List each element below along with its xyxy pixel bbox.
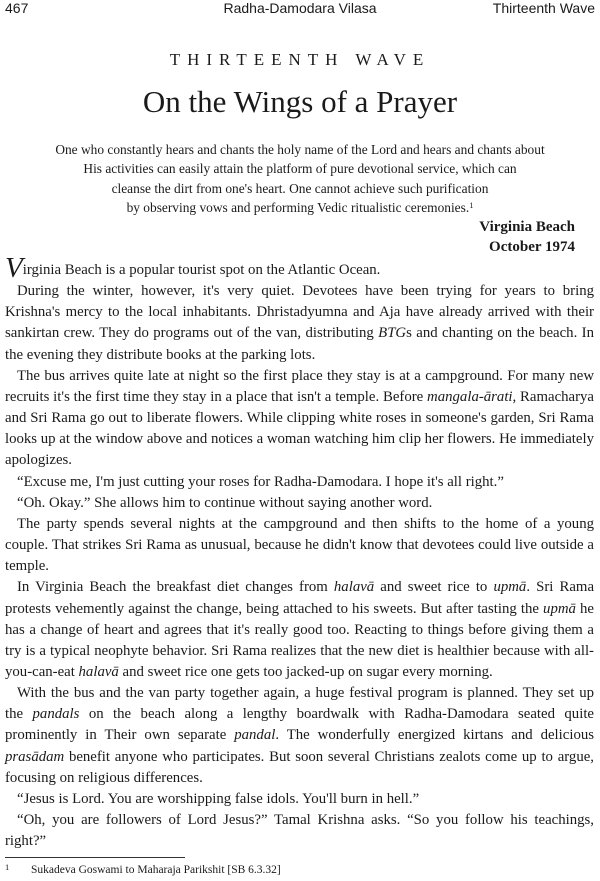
paragraph: Virginia Beach is a popular tourist spot on the Atlantic Ocean. (5, 252, 381, 284)
body-text (5, 251, 594, 852)
running-head (0, 0, 600, 22)
paragraph: With the bus and the van party together again, a huge festival program is planned. They set up the pandals on the beach along a lengthy boardwalk with Radha-Damodara seated quite prominently in Their own separate pandal. The wonderfully energized kirtans and delicious prasādam benefit anyone who participates. But soon several Christians zealots come up to argue, focusing on religious differences. (5, 685, 594, 786)
chapter-title: On the Wings of a Prayer (142, 84, 458, 119)
epigraph-line: cleanse the dirt from one's heart. One cannot achieve such purification (111, 180, 489, 196)
paragraph: “Excuse me, I'm just cutting your roses for Radha-Damodara. I hope it's all right.” (17, 473, 504, 490)
epigraph (20, 140, 580, 218)
dateline-date: October 1974 (489, 239, 575, 255)
epigraph-line (20, 198, 580, 217)
paragraph: “Oh, you are followers of Lord Jesus?” Tamal Krishna asks. “So you follow his teachings, right?” (5, 812, 594, 850)
dateline-place: Virginia Beach (479, 219, 575, 235)
paragraph: “Oh. Okay.” She allows him to continue without saying another word. (17, 494, 433, 511)
footnote-text: Sukadeva Goswami to Maharaja Parikshit [SB 6.3.32] (31, 864, 281, 876)
paragraph: The party spends several nights at the campground and then shifts to the home of a young couple. That strikes Sri Rama as unusual, because he didn't know that devotees could live outside a temple. (5, 515, 594, 575)
drop-cap: V (5, 252, 23, 284)
epigraph-text: by observing vows and performing Vedic ritualistic ceremonies. (126, 200, 470, 216)
running-chapter: Thirteenth Wave (492, 0, 595, 16)
page-number: 467 (5, 0, 29, 16)
epigraph-line: His activities can easily attain the platform of pure devotional service, which can (83, 161, 517, 177)
paragraph: “Jesus is Lord. You are worshipping false idols. You'll burn in hell.” (17, 790, 420, 807)
footnote-divider (5, 857, 185, 858)
book-title: Radha-Damodara Vilasa (223, 0, 377, 16)
epigraph-line: One who constantly hears and chants the holy name of the Lord and hears and chants about (55, 142, 545, 157)
footnote-reference: 1 (469, 200, 474, 211)
chapter-label: THIRTEENTH WAVE (169, 50, 431, 69)
paragraph: The bus arrives quite late at night so the first place they stay is at a campground. For many new recruits it's the first time they stay in a place that isn't a temple. Before mangala-ārati, Ramacharya and Sri Rama go out to liberate flowers. While clipping white roses in someone's garden, Sri Rama looks up at the window above and notices a woman watching him clip her flowers. He immediately apologizes. (5, 367, 594, 469)
paragraph: During the winter, however, it's very quiet. Devotees have been trying for years to bring Krishna's mercy to the local inhabitants. Dhristadyumna and Aja have already arrived with their sankirtan crew. They do programs out of the van, distributing BTGs and chanting on the beach. In the evening they distribute books at the parking lots. (5, 283, 594, 363)
footnote-number: 1 (5, 862, 10, 872)
paragraph: In Virginia Beach the breakfast diet changes from halavā and sweet rice to upmā. Sri Rama protests vehemently against the change, being attached to his sweets. But after tasting the upmā he has a change of heart and agrees that it's really good too. Reacting to things before giving them a try is a typical neophyte behavior. Sri Rama realizes that the new diet is healthier because with all-you-can-eat halavā and sweet rice one gets too jacked-up on sugar every morning. (5, 579, 595, 680)
